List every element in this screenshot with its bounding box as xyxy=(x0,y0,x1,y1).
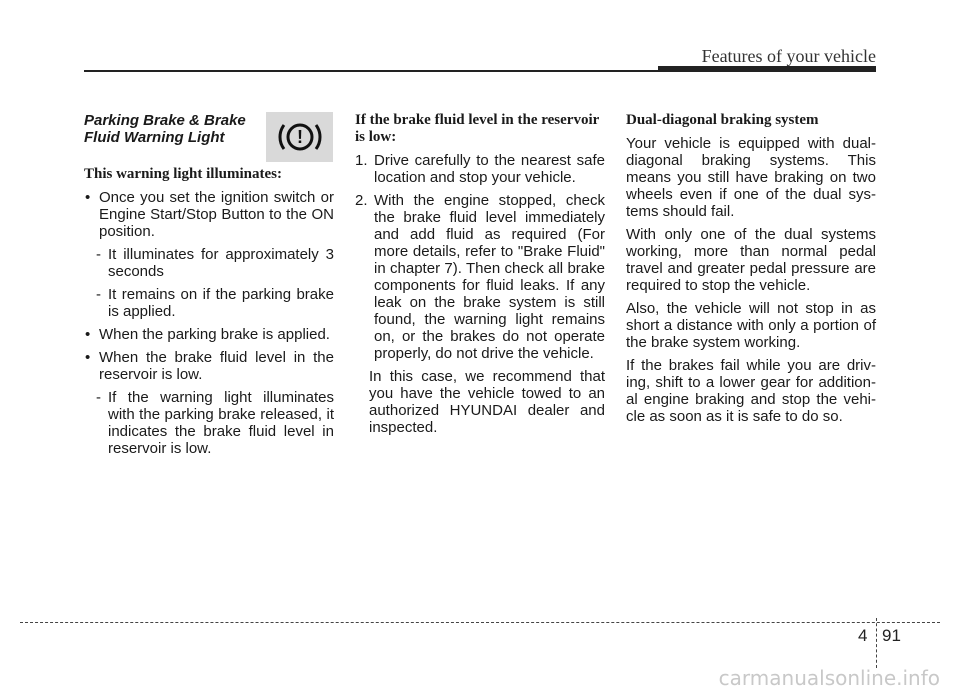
dash-text: It remains on if the parking brake is applied. xyxy=(108,286,334,320)
step-text: With the engine stopped, check the brake fluid level immediately and add fluid as required (For more details, refer to "Brake Fluid" in chapter 7). Then check all brake components for fluid leaks. If any leak on the brake system is still found, the warning light remains on, or the brakes do not operate properly, do not drive the vehicle. xyxy=(374,192,605,362)
bullet-item: • When the parking brake is applied. xyxy=(84,326,334,343)
warning-symbol: ! xyxy=(297,127,303,147)
bullet-item: • When the brake fluid level in the reservoir is low. xyxy=(84,349,334,383)
bullet-item: • Once you set the ignition switch or Engine Start/Stop Button to the ON position. xyxy=(84,189,334,240)
watermark: carmanualsonline.info xyxy=(718,666,940,690)
paragraph: In this case, we recommend that you have the vehicle towed to an authorized HYUNDAI dealer and inspected. xyxy=(369,368,605,436)
step-number: 2. xyxy=(355,192,368,209)
paragraph: With only one of the dual systems working, more than normal pedal travel and greater pedal pressure are required to stop the vehicle. xyxy=(626,226,876,294)
sub-heading: This warning light illuminates: xyxy=(84,166,282,182)
dash-text: It illuminates for approximately 3 seconds xyxy=(108,246,334,280)
numbered-step xyxy=(355,152,605,186)
numbered-step xyxy=(355,192,605,362)
column-3 xyxy=(626,112,876,431)
footer-rule xyxy=(20,622,940,623)
dash-item: - If the warning light illuminates with the parking brake released, it indicates the brake fluid level in reservoir is low. xyxy=(96,389,334,457)
warning-light-box xyxy=(266,112,333,162)
sub-heading: Dual-diagonal braking system xyxy=(626,112,819,128)
chapter-number: 4 xyxy=(858,626,868,645)
dash-item: - It illuminates for approximately 3 seconds xyxy=(96,246,334,280)
step-number: 1. xyxy=(355,152,368,169)
paragraph: Your vehicle is equipped with dual-diagonal braking systems. This means you still have braking on two wheels even if one of the dual sys-tems should fail. xyxy=(626,135,876,220)
section-title: Parking Brake & Brake Fluid Warning Light xyxy=(84,112,246,146)
step-text: Drive carefully to the nearest safe location and stop your vehicle. xyxy=(374,152,605,186)
header-rule-accent xyxy=(658,66,876,72)
paragraph: If the brakes fail while you are driv-ing, shift to a lower gear for addition-al engine braking and stop the vehi-cle as soon as it is safe to do so. xyxy=(626,357,876,425)
column-2 xyxy=(355,112,605,442)
footer-divider xyxy=(876,618,877,668)
sub-heading: If the brake fluid level in the reservoir is low: xyxy=(355,112,599,145)
brake-warning-icon xyxy=(278,116,322,158)
header-title: Features of your vehicle xyxy=(701,46,876,66)
dash-text: If the warning light illuminates with the parking brake released, it indicates the brake fluid level in reservoir is low. xyxy=(108,389,334,457)
dash-item: - It remains on if the parking brake is applied. xyxy=(96,286,334,320)
page-number: 91 xyxy=(882,626,901,645)
column-1 xyxy=(84,112,334,463)
paragraph: Also, the vehicle will not stop in as short a distance with only a portion of the brake system working. xyxy=(626,300,876,351)
